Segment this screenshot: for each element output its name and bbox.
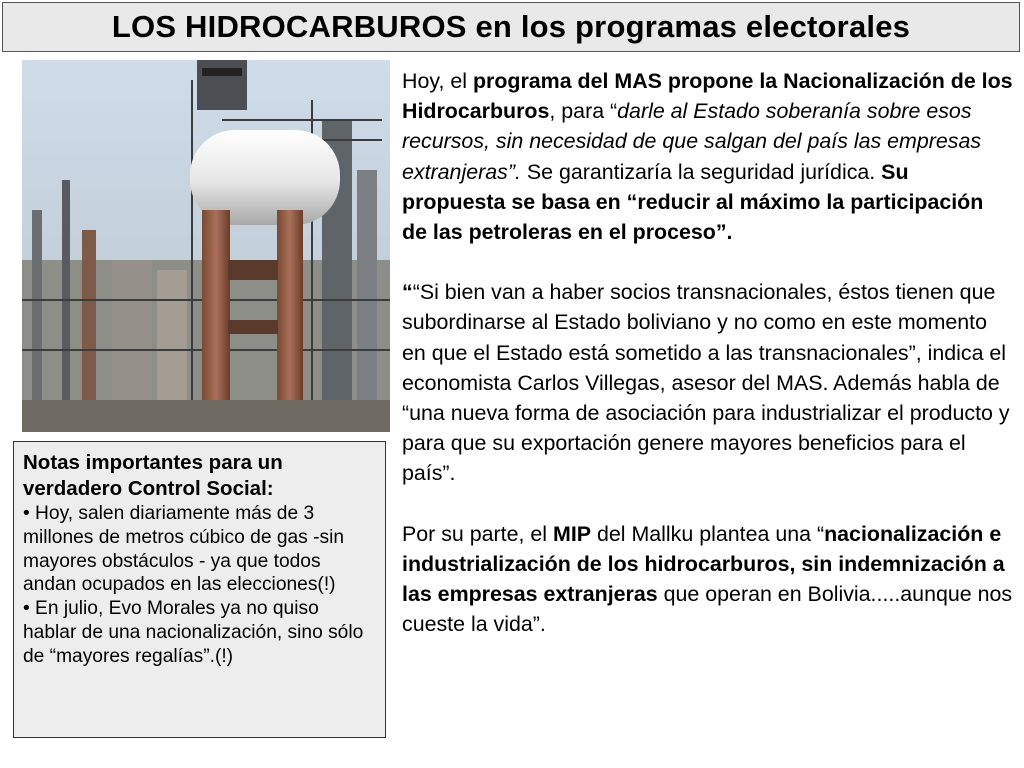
p2-bold-quote: “ — [402, 280, 413, 305]
p1-text-a: Hoy, el — [402, 69, 473, 93]
notes-item: • En julio, Evo Morales ya no quiso hablar de una nacionalización, sino sólo de “mayores regalías”.(!) — [23, 598, 364, 667]
paragraph-gap — [402, 489, 1014, 519]
paragraph-mas — [402, 66, 1014, 247]
refinery-illustration — [22, 60, 390, 432]
notes-item: • Hoy, salen diariamente más de 3 millones de metros cúbico de gas -sin mayores obstáculos - ya que todos andan ocupados en las elecciones(!) — [23, 503, 345, 596]
p1-bold-b: programa del MAS propone la Nacionalización de los Hidrocarburos — [402, 69, 1013, 124]
p3-text-e: que operan en Bolivia.....aunque nos cueste la vida”. — [402, 582, 1013, 637]
p3-text-c: del Mallku plantea una “ — [591, 521, 825, 546]
p1-italic-d: darle al Estado soberanía sobre esos recursos, sin necesidad de que salgan del país las empresas extranjeras”. — [402, 99, 982, 184]
notes-box — [13, 441, 386, 738]
slide-title: LOS HIDROCARBUROS en los programas electorales — [2, 2, 1020, 52]
p3-bold-d: nacionalización e industrialización de los hidrocarburos, sin indemnización a las empresas extranjeras — [402, 521, 1005, 607]
paragraph-mip — [402, 519, 1014, 640]
p3-text-a: Por su parte, el — [402, 521, 553, 546]
paragraph-gap — [402, 247, 1014, 277]
p2-text: “Si bien van a haber socios transnacionales, éstos tienen que subordinarse al Estado boliviano y no como en este momento en que el Estado está sometido a las transnacionales”, indica el economista Carlos Villegas, asesor del MAS. Además habla de “una nueva forma de asociación para industrializar el producto y para que su exportación genere mayores beneficios para el país”. — [402, 280, 1010, 486]
refinery-photo — [22, 60, 390, 432]
p1-text-e: Se garantizaría la seguridad jurídica. — [520, 159, 882, 184]
notes-title: Notas importantes para un verdadero Control Social: — [23, 451, 283, 500]
p1-bold-f: Su propuesta se basa en “reducir al máximo la participación de las petroleras en el proceso”. — [402, 159, 984, 245]
paragraph-villegas — [402, 277, 1014, 488]
main-text — [402, 66, 1014, 639]
p3-bold-mip: MIP — [553, 521, 592, 546]
p1-text-c: , para “ — [549, 99, 618, 124]
